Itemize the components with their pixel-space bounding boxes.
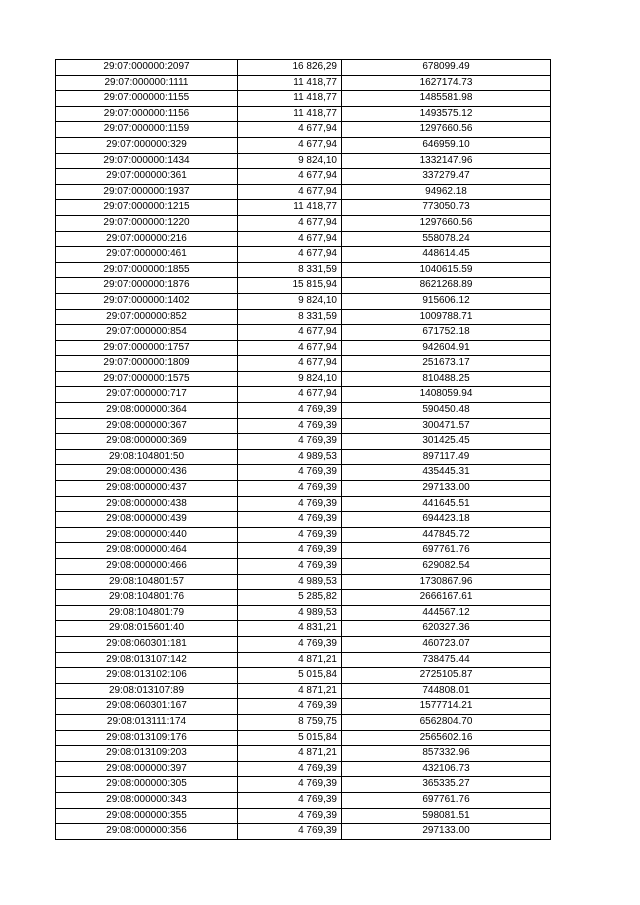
value-cell: 598081.51 [342,808,551,824]
table-row [56,683,551,699]
table-row [56,418,551,434]
table-row [56,652,551,668]
cadastral-number-cell: 29:08:104801:76 [56,590,238,606]
table-row [56,184,551,200]
area-cell: 4 677,94 [238,247,342,263]
value-cell: 857332.96 [342,746,551,762]
table-row [56,808,551,824]
value-cell: 942604.91 [342,340,551,356]
value-cell: 1485581.98 [342,91,551,107]
value-cell: 590450.48 [342,403,551,419]
area-cell: 4 769,39 [238,512,342,528]
table-row [56,137,551,153]
area-cell: 4 769,39 [238,636,342,652]
cadastral-number-cell: 29:08:000000:397 [56,761,238,777]
area-cell: 4 769,39 [238,481,342,497]
area-cell: 4 677,94 [238,122,342,138]
area-cell: 4 769,39 [238,496,342,512]
value-cell: 1040615.59 [342,262,551,278]
table-row [56,668,551,684]
table-row [56,371,551,387]
area-cell: 5 285,82 [238,590,342,606]
value-cell: 94962.18 [342,184,551,200]
cadastral-number-cell: 29:07:000000:1156 [56,106,238,122]
area-cell: 4 769,39 [238,761,342,777]
value-cell: 435445.31 [342,465,551,481]
area-cell: 4 769,39 [238,792,342,808]
cadastral-number-cell: 29:08:013109:203 [56,746,238,762]
area-cell: 9 824,10 [238,371,342,387]
area-cell: 4 769,39 [238,559,342,575]
table-row [56,106,551,122]
cadastral-number-cell: 29:08:000000:464 [56,543,238,559]
table-row [56,574,551,590]
table-row [56,496,551,512]
area-cell: 4 769,39 [238,777,342,793]
value-cell: 773050.73 [342,200,551,216]
table-row [56,746,551,762]
value-cell: 1332147.96 [342,153,551,169]
table-row [56,481,551,497]
cadastral-number-cell: 29:07:000000:1575 [56,371,238,387]
table-row [56,387,551,403]
cadastral-number-cell: 29:08:000000:438 [56,496,238,512]
value-cell: 1297660.56 [342,122,551,138]
area-cell: 8 331,59 [238,262,342,278]
table-row [56,215,551,231]
area-cell: 4 769,39 [238,418,342,434]
value-cell: 558078.24 [342,231,551,247]
area-cell: 5 015,84 [238,730,342,746]
cadastral-number-cell: 29:08:000000:436 [56,465,238,481]
cadastral-number-cell: 29:07:000000:1402 [56,293,238,309]
value-cell: 447845.72 [342,527,551,543]
table-row [56,559,551,575]
area-cell: 8 759,75 [238,714,342,730]
value-cell: 2725105.87 [342,668,551,684]
cadastral-number-cell: 29:07:000000:1757 [56,340,238,356]
area-cell: 16 826,29 [238,60,342,76]
cadastral-number-cell: 29:08:000000:364 [56,403,238,419]
cadastral-number-cell: 29:08:000000:356 [56,824,238,840]
value-cell: 744808.01 [342,683,551,699]
cadastral-number-cell: 29:08:000000:343 [56,792,238,808]
table-row [56,465,551,481]
table-row [56,60,551,76]
area-cell: 4 989,53 [238,605,342,621]
area-cell: 4 989,53 [238,449,342,465]
table-row [56,293,551,309]
area-cell: 4 677,94 [238,387,342,403]
cadastral-number-cell: 29:08:000000:440 [56,527,238,543]
cadastral-number-cell: 29:07:000000:1809 [56,356,238,372]
value-cell: 678099.49 [342,60,551,76]
cadastral-number-cell: 29:08:013109:176 [56,730,238,746]
value-cell: 2565602.16 [342,730,551,746]
table-body [56,60,551,840]
value-cell: 697761.76 [342,792,551,808]
cadastral-number-cell: 29:07:000000:1215 [56,200,238,216]
value-cell: 1493575.12 [342,106,551,122]
value-cell: 810488.25 [342,371,551,387]
value-cell: 301425.45 [342,434,551,450]
cadastral-number-cell: 29:07:000000:1220 [56,215,238,231]
area-cell: 4 677,94 [238,356,342,372]
table-row [56,636,551,652]
table-row [56,325,551,341]
value-cell: 441645.51 [342,496,551,512]
table-row [56,91,551,107]
cadastral-number-cell: 29:07:000000:1937 [56,184,238,200]
area-cell: 4 677,94 [238,215,342,231]
area-cell: 4 769,39 [238,403,342,419]
table-row [56,356,551,372]
area-cell: 4 871,21 [238,683,342,699]
cadastral-number-cell: 29:07:000000:854 [56,325,238,341]
table-row [56,621,551,637]
table-row [56,340,551,356]
value-cell: 6562804.70 [342,714,551,730]
value-cell: 671752.18 [342,325,551,341]
area-cell: 11 418,77 [238,75,342,91]
cadastral-number-cell: 29:07:000000:216 [56,231,238,247]
area-cell: 11 418,77 [238,91,342,107]
value-cell: 1009788.71 [342,309,551,325]
value-cell: 1627174.73 [342,75,551,91]
value-cell: 738475.44 [342,652,551,668]
area-cell: 9 824,10 [238,153,342,169]
area-cell: 9 824,10 [238,293,342,309]
value-cell: 2666167.61 [342,590,551,606]
table-row [56,777,551,793]
cadastral-number-cell: 29:07:000000:1855 [56,262,238,278]
cadastral-number-cell: 29:07:000000:1159 [56,122,238,138]
cadastral-number-cell: 29:08:060301:181 [56,636,238,652]
area-cell: 4 677,94 [238,137,342,153]
value-cell: 251673.17 [342,356,551,372]
value-cell: 697761.76 [342,543,551,559]
area-cell: 4 871,21 [238,746,342,762]
table-row [56,75,551,91]
area-cell: 4 677,94 [238,325,342,341]
value-cell: 915606.12 [342,293,551,309]
value-cell: 694423.18 [342,512,551,528]
table-row [56,434,551,450]
cadastral-number-cell: 29:08:000000:437 [56,481,238,497]
table-row [56,122,551,138]
area-cell: 4 989,53 [238,574,342,590]
table-row [56,761,551,777]
table-row [56,247,551,263]
cadastral-number-cell: 29:08:013107:89 [56,683,238,699]
cadastral-number-cell: 29:08:000000:439 [56,512,238,528]
area-cell: 4 769,39 [238,465,342,481]
area-cell: 4 769,39 [238,824,342,840]
cadastral-number-cell: 29:08:015601:40 [56,621,238,637]
value-cell: 897117.49 [342,449,551,465]
cadastral-number-cell: 29:08:000000:369 [56,434,238,450]
value-cell: 444567.12 [342,605,551,621]
table-row [56,543,551,559]
value-cell: 460723.07 [342,636,551,652]
cadastral-number-cell: 29:08:104801:57 [56,574,238,590]
table-row [56,605,551,621]
value-cell: 300471.57 [342,418,551,434]
table-row [56,309,551,325]
table-row [56,527,551,543]
cadastral-number-cell: 29:07:000000:717 [56,387,238,403]
table-row [56,278,551,294]
table-row [56,153,551,169]
table-row [56,449,551,465]
table-row [56,792,551,808]
value-cell: 337279.47 [342,169,551,185]
cadastral-number-cell: 29:08:000000:367 [56,418,238,434]
value-cell: 1577714.21 [342,699,551,715]
cadastral-number-cell: 29:08:000000:466 [56,559,238,575]
cadastral-number-cell: 29:07:000000:361 [56,169,238,185]
area-cell: 4 677,94 [238,231,342,247]
cadastral-number-cell: 29:07:000000:1111 [56,75,238,91]
value-cell: 297133.00 [342,481,551,497]
cadastral-number-cell: 29:08:104801:79 [56,605,238,621]
area-cell: 5 015,84 [238,668,342,684]
cadastral-number-cell: 29:08:013107:142 [56,652,238,668]
cadastral-number-cell: 29:08:013111:174 [56,714,238,730]
value-cell: 365335.27 [342,777,551,793]
table-row [56,714,551,730]
cadastral-number-cell: 29:08:104801:50 [56,449,238,465]
table-row [56,262,551,278]
table-row [56,403,551,419]
value-cell: 1408059.94 [342,387,551,403]
table-row [56,730,551,746]
cadastral-number-cell: 29:08:000000:305 [56,777,238,793]
value-cell: 432106.73 [342,761,551,777]
table-row [56,699,551,715]
table-row [56,169,551,185]
area-cell: 4 677,94 [238,169,342,185]
area-cell: 4 769,39 [238,699,342,715]
cadastral-number-cell: 29:07:000000:1434 [56,153,238,169]
cadastral-number-cell: 29:08:060301:167 [56,699,238,715]
value-cell: 448614.45 [342,247,551,263]
value-cell: 629082.54 [342,559,551,575]
area-cell: 4 871,21 [238,652,342,668]
cadastral-number-cell: 29:07:000000:461 [56,247,238,263]
area-cell: 4 677,94 [238,184,342,200]
value-cell: 646959.10 [342,137,551,153]
value-cell: 297133.00 [342,824,551,840]
cadastral-value-table [55,59,551,840]
area-cell: 4 769,39 [238,527,342,543]
table-row [56,512,551,528]
area-cell: 4 769,39 [238,434,342,450]
cadastral-number-cell: 29:08:013102:106 [56,668,238,684]
value-cell: 1297660.56 [342,215,551,231]
area-cell: 15 815,94 [238,278,342,294]
cadastral-number-cell: 29:07:000000:1155 [56,91,238,107]
cadastral-number-cell: 29:07:000000:1876 [56,278,238,294]
area-cell: 11 418,77 [238,106,342,122]
cadastral-number-cell: 29:07:000000:329 [56,137,238,153]
cadastral-number-cell: 29:07:000000:852 [56,309,238,325]
table-row [56,590,551,606]
table-row [56,200,551,216]
cadastral-number-cell: 29:07:000000:2097 [56,60,238,76]
value-cell: 620327.36 [342,621,551,637]
area-cell: 4 769,39 [238,543,342,559]
value-cell: 8621268.89 [342,278,551,294]
area-cell: 4 769,39 [238,808,342,824]
cadastral-number-cell: 29:08:000000:355 [56,808,238,824]
area-cell: 11 418,77 [238,200,342,216]
area-cell: 4 831,21 [238,621,342,637]
area-cell: 8 331,59 [238,309,342,325]
area-cell: 4 677,94 [238,340,342,356]
table-row [56,231,551,247]
value-cell: 1730867.96 [342,574,551,590]
table-row [56,824,551,840]
